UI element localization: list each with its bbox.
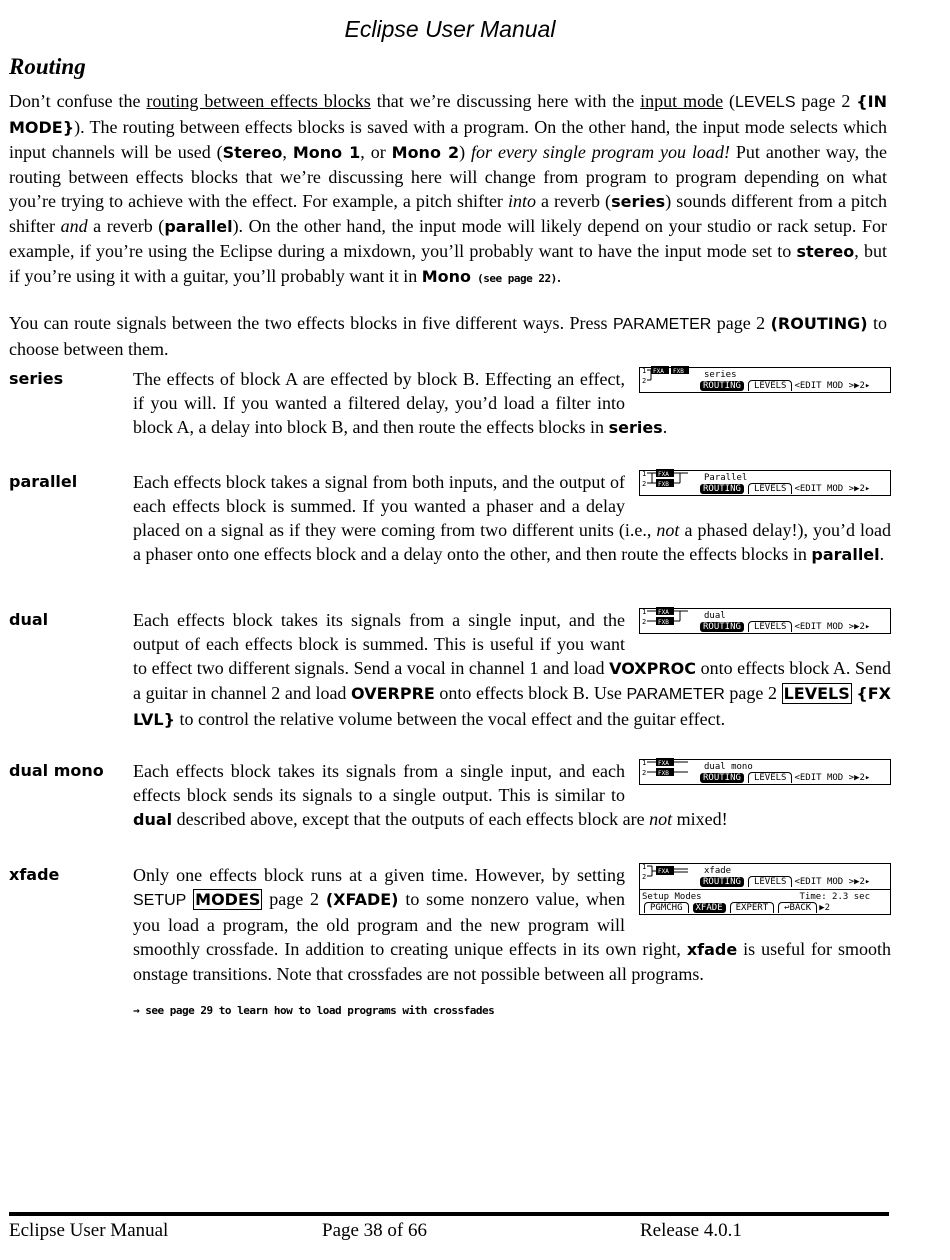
svg-text:FXA: FXA	[658, 867, 669, 875]
svg-text:FXB: FXB	[658, 480, 669, 488]
desc-series: 1 2 FXA FXB series ROUTING LEVELS <EDIT MOD > ▶2▸ The effects of block A are effected by block B. Effecting an effect, if you will. If you wanted a filtered delay, you’d load a filter into block A, a delay into block B, and then route the effects blocks in series.	[133, 367, 891, 440]
svg-text:FXA: FXA	[658, 470, 669, 478]
section-title: Routing	[9, 54, 86, 79]
routing-series-icon	[642, 365, 698, 385]
svg-text:1: 1	[642, 758, 647, 767]
lcd-xfade: 1 2 FXA xfade ROUTING LEVELS <EDIT MOD > ▶2▸ Setup Modes Time: 2.3 sec PGMCHG XFADE EXPERT ↩BACK ▶2	[639, 863, 891, 915]
footer-rule	[9, 1212, 889, 1216]
routing-dual-icon	[642, 606, 698, 626]
lcd-dual: 1 2 FXA FXB dual ROUTING LEVELS <EDIT MOD > ▶2▸	[639, 608, 891, 634]
crossfade-reference-note: → see page 29 to learn how to load programs with crossfades	[133, 1004, 495, 1017]
footer-left: Eclipse User Manual	[9, 1220, 169, 1241]
svg-text:2: 2	[642, 479, 647, 488]
svg-text:FXB: FXB	[658, 769, 669, 777]
term-parallel: parallel	[9, 472, 78, 491]
svg-text:FXB: FXB	[658, 618, 669, 626]
desc-dual: 1 2 FXA FXB dual ROUTING LEVELS <EDIT MOD > ▶2▸ Each effects block takes its signals from a single input, and the output of each effects block is summed. This is useful if you want to effect two different signals. Send a vocal in channel 1 and load VOXPROC onto effects block A. Send a guitar in channel 2 and load OVERPRE onto effects block B. Use PARAMETER page 2 LEVELS {FX LVL} to control the relative volume between the vocal effect and the guitar effect.	[133, 607, 891, 729]
term-series: series	[9, 369, 64, 388]
svg-text:FXB: FXB	[673, 367, 684, 375]
lcd-parallel: 1 2 FXA FXB Parallel ROUTING LEVELS <EDIT MOD > ▶2▸	[639, 470, 891, 496]
desc-parallel: 1 2 FXA FXB Parallel ROUTING LEVELS <EDIT MOD > ▶2▸ Each effects block takes a signal from both inputs, and the output of each effects block is summed. If you wanted a phaser and a delay placed on a signal as if they were coming from two different units (i.e., not a phased delay!), you’d load a phaser onto one effects block and a delay onto the other, and then route the effects blocks in parallel.	[133, 469, 891, 564]
svg-text:2: 2	[642, 376, 647, 385]
footer-page-number: Page 38 of 66	[322, 1220, 428, 1241]
desc-xfade: 1 2 FXA xfade ROUTING LEVELS <EDIT MOD > ▶2▸ Setup Modes Time: 2.3 sec PGMCHG XFADE EXPERT ↩BACK ▶2 Only one effects block runs at a given time. However, by setting SETUP MODES page 2 (XFADE) to some nonzero value, when you load a program, the old program and the new program will smoothly crossfade. In addition to creating unique effects in its own right, xfade is useful for smooth onstage transitions. Note that crossfades are not possible between all programs.	[133, 862, 891, 984]
intro-paragraph-2: You can route signals between the two effects blocks in five different ways. Press PARAMETER page 2 (ROUTING) to choose between them.	[9, 313, 887, 359]
routing-xfade-icon	[642, 861, 698, 881]
svg-text:2: 2	[642, 872, 647, 881]
link-input-mode: input mode	[640, 91, 724, 111]
svg-text:2: 2	[642, 768, 647, 777]
svg-text:1: 1	[642, 366, 647, 375]
svg-text:1: 1	[642, 862, 647, 871]
svg-text:2: 2	[642, 617, 647, 626]
term-dual: dual	[9, 610, 49, 629]
svg-text:1: 1	[642, 469, 647, 478]
term-xfade: xfade	[9, 865, 60, 884]
desc-dual-mono: 1 2 FXA FXB dual mono ROUTING LEVELS <EDIT MOD > ▶2▸ Each effects block takes its signals from a single input, and each effects block sends its signals to a single output. This is similar to dual described above, except that the outputs of each effects block are not mixed!	[133, 759, 891, 832]
routing-dual-mono-icon	[642, 757, 698, 777]
svg-text:1: 1	[642, 607, 647, 616]
footer-release: Release 4.0.1	[640, 1220, 742, 1241]
page-header: Eclipse User Manual	[344, 16, 556, 42]
svg-text:FXA: FXA	[658, 759, 669, 767]
lcd-dual-mono: 1 2 FXA FXB dual mono ROUTING LEVELS <EDIT MOD > ▶2▸	[639, 759, 891, 785]
intro-paragraph-1: Don’t confuse the routing between effects blocks that we’re discussing here with the input mode (LEVELS page 2 {IN MODE}). The routing between effects blocks is saved with a program. On the other hand, the input mode selects which input channels will be used (Stereo, Mono 1, or Mono 2) for every single program you load! Put another way, the routing between effects blocks that we’re discussing here will change from program to program depending on what you’re trying to achieve with the effect. For example, a pitch shifter into a reverb (series) sounds different from a pitch shifter and a reverb (parallel). On the other hand, the input mode will likely depend on your studio or rack setup. For example, if you’re using the Eclipse during a mixdown, you’ll probably want to have the input mode set to stereo, but if you’re using it with a guitar, you’ll probably want it in Mono (see page 22).	[9, 91, 888, 286]
term-dual-mono: dual mono	[9, 761, 104, 780]
svg-text:FXA: FXA	[653, 367, 664, 375]
lcd-series: 1 2 FXA FXB series ROUTING LEVELS <EDIT MOD > ▶2▸	[639, 367, 891, 393]
svg-text:FXA: FXA	[658, 608, 669, 616]
link-routing: routing between effects blocks	[146, 91, 371, 111]
routing-parallel-icon	[642, 468, 698, 488]
